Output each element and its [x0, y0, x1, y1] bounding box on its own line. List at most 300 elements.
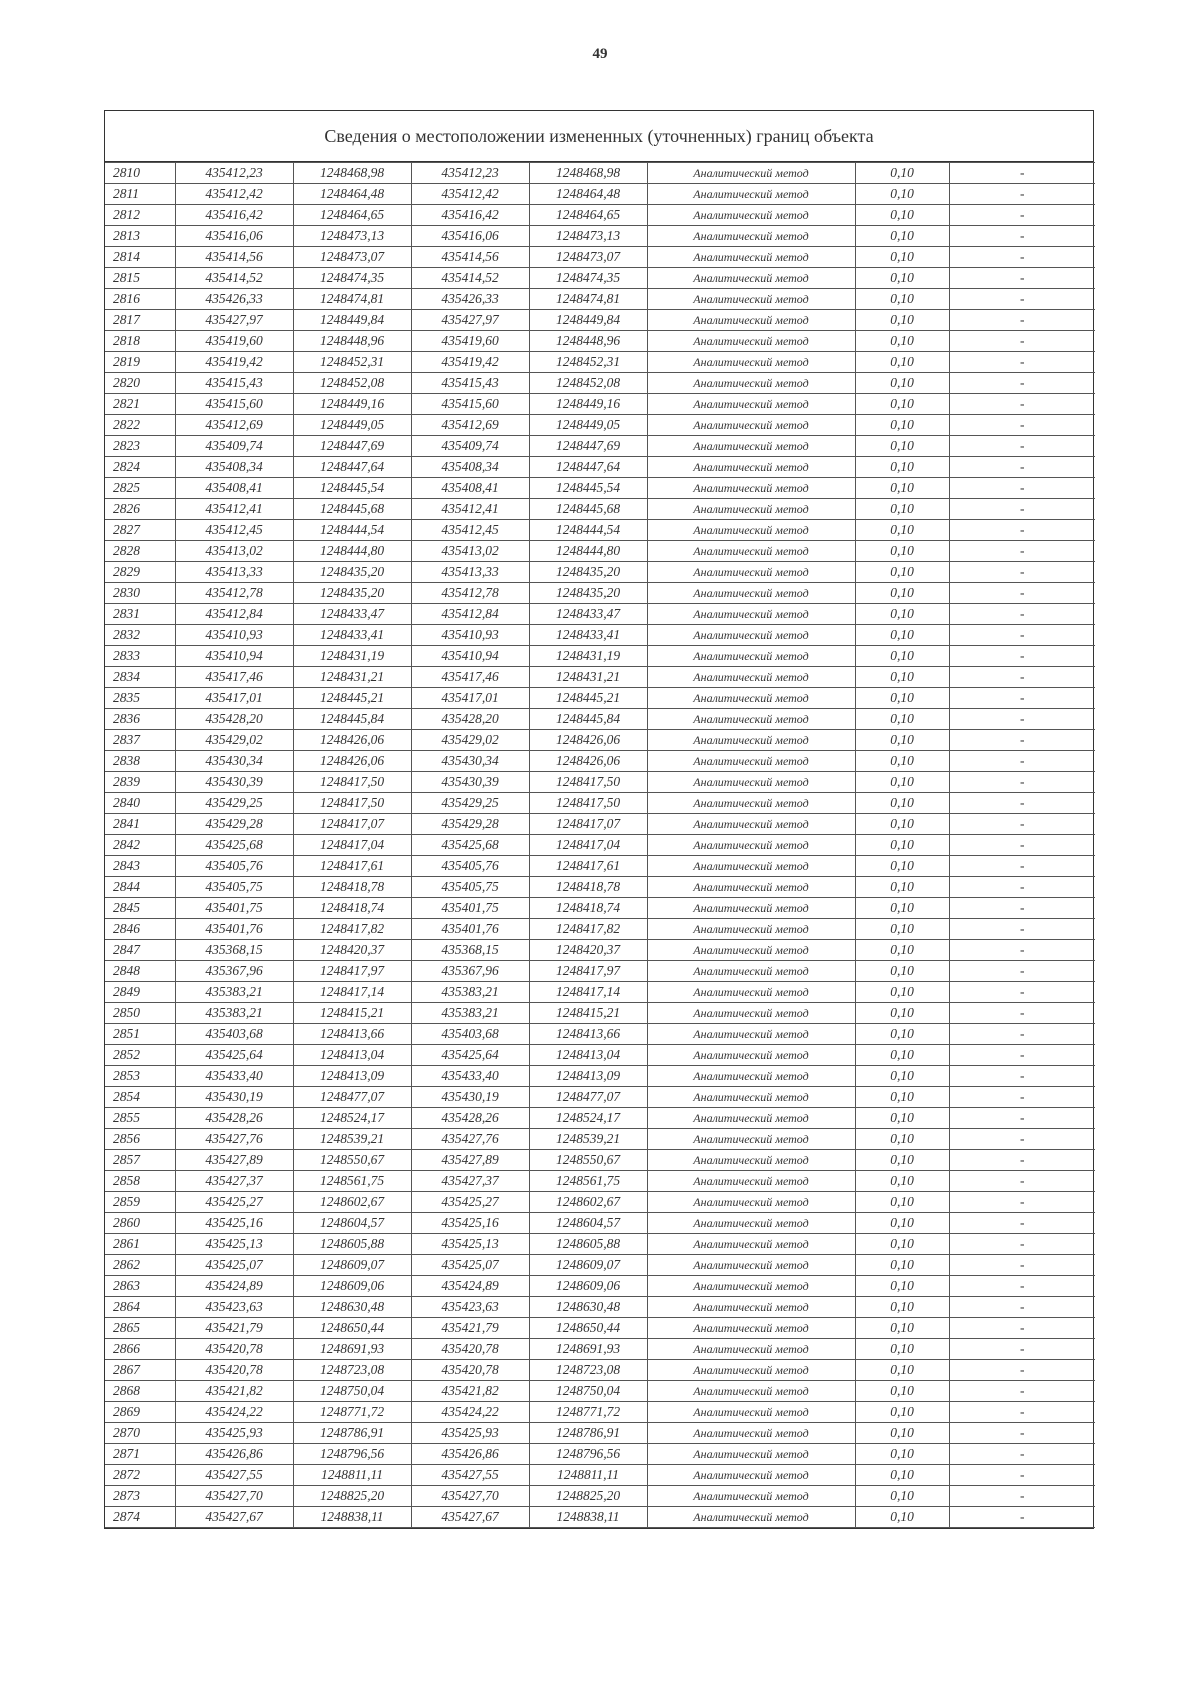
cell-accuracy: 0,10 [855, 1024, 949, 1045]
cell-x-new: 435426,33 [411, 289, 529, 310]
cell-point-number: 2827 [105, 520, 175, 541]
cell-x-old: 435427,89 [175, 1150, 293, 1171]
cell-x-old: 435429,28 [175, 814, 293, 835]
cell-description: - [949, 1003, 1095, 1024]
cell-point-number: 2835 [105, 688, 175, 709]
cell-y-old: 1248550,67 [293, 1150, 411, 1171]
cell-method: Аналитический метод [647, 1402, 855, 1423]
cell-x-new: 435401,76 [411, 919, 529, 940]
cell-description: - [949, 457, 1095, 478]
cell-description: - [949, 289, 1095, 310]
cell-y-old: 1248452,31 [293, 352, 411, 373]
cell-x-old: 435412,69 [175, 415, 293, 436]
table-row [105, 961, 1095, 982]
cell-description: - [949, 1381, 1095, 1402]
cell-y-old: 1248474,35 [293, 268, 411, 289]
table-row [105, 1003, 1095, 1024]
cell-accuracy: 0,10 [855, 1108, 949, 1129]
cell-y-old: 1248825,20 [293, 1486, 411, 1507]
cell-accuracy: 0,10 [855, 184, 949, 205]
cell-point-number: 2871 [105, 1444, 175, 1465]
coordinates-table [105, 162, 1095, 1528]
cell-x-new: 435429,25 [411, 793, 529, 814]
cell-y-old: 1248433,47 [293, 604, 411, 625]
cell-x-new: 435424,89 [411, 1276, 529, 1297]
cell-y-old: 1248413,66 [293, 1024, 411, 1045]
table-row [105, 793, 1095, 814]
table-row [105, 247, 1095, 268]
cell-description: - [949, 625, 1095, 646]
cell-point-number: 2818 [105, 331, 175, 352]
table-row [105, 1360, 1095, 1381]
table-row [105, 1108, 1095, 1129]
table-row [105, 1486, 1095, 1507]
cell-x-old: 435383,21 [175, 982, 293, 1003]
cell-y-new: 1248415,21 [529, 1003, 647, 1024]
table-row [105, 982, 1095, 1003]
cell-description: - [949, 940, 1095, 961]
cell-method: Аналитический метод [647, 583, 855, 604]
cell-y-old: 1248838,11 [293, 1507, 411, 1528]
cell-accuracy: 0,10 [855, 499, 949, 520]
cell-y-old: 1248431,19 [293, 646, 411, 667]
cell-accuracy: 0,10 [855, 625, 949, 646]
cell-method: Аналитический метод [647, 1381, 855, 1402]
cell-y-new: 1248435,20 [529, 583, 647, 604]
cell-y-new: 1248473,07 [529, 247, 647, 268]
cell-y-old: 1248413,09 [293, 1066, 411, 1087]
cell-y-new: 1248811,11 [529, 1465, 647, 1486]
cell-y-old: 1248473,07 [293, 247, 411, 268]
cell-y-new: 1248550,67 [529, 1150, 647, 1171]
cell-accuracy: 0,10 [855, 1486, 949, 1507]
table-row [105, 1129, 1095, 1150]
cell-accuracy: 0,10 [855, 919, 949, 940]
cell-x-new: 435412,41 [411, 499, 529, 520]
cell-point-number: 2836 [105, 709, 175, 730]
cell-y-new: 1248435,20 [529, 562, 647, 583]
table-row [105, 1087, 1095, 1108]
cell-y-old: 1248449,84 [293, 310, 411, 331]
cell-y-new: 1248464,65 [529, 205, 647, 226]
cell-x-new: 435427,97 [411, 310, 529, 331]
table-row [105, 709, 1095, 730]
cell-x-new: 435428,20 [411, 709, 529, 730]
table-row [105, 1339, 1095, 1360]
cell-y-new: 1248605,88 [529, 1234, 647, 1255]
cell-point-number: 2860 [105, 1213, 175, 1234]
cell-x-old: 435419,42 [175, 352, 293, 373]
cell-y-old: 1248417,97 [293, 961, 411, 982]
cell-accuracy: 0,10 [855, 793, 949, 814]
cell-x-old: 435425,07 [175, 1255, 293, 1276]
cell-description: - [949, 1108, 1095, 1129]
cell-point-number: 2874 [105, 1507, 175, 1528]
cell-method: Аналитический метод [647, 1045, 855, 1066]
cell-accuracy: 0,10 [855, 541, 949, 562]
cell-accuracy: 0,10 [855, 1129, 949, 1150]
cell-y-new: 1248691,93 [529, 1339, 647, 1360]
cell-method: Аналитический метод [647, 436, 855, 457]
cell-x-old: 435427,37 [175, 1171, 293, 1192]
cell-x-new: 435405,75 [411, 877, 529, 898]
cell-description: - [949, 247, 1095, 268]
cell-method: Аналитический метод [647, 772, 855, 793]
cell-x-old: 435412,23 [175, 163, 293, 184]
table-row [105, 331, 1095, 352]
cell-method: Аналитический метод [647, 1486, 855, 1507]
cell-y-old: 1248417,50 [293, 793, 411, 814]
cell-accuracy: 0,10 [855, 310, 949, 331]
cell-description: - [949, 1045, 1095, 1066]
cell-x-new: 435383,21 [411, 1003, 529, 1024]
cell-accuracy: 0,10 [855, 835, 949, 856]
cell-point-number: 2829 [105, 562, 175, 583]
cell-method: Аналитический метод [647, 520, 855, 541]
cell-point-number: 2852 [105, 1045, 175, 1066]
cell-point-number: 2839 [105, 772, 175, 793]
cell-method: Аналитический метод [647, 1276, 855, 1297]
cell-x-new: 435414,56 [411, 247, 529, 268]
cell-accuracy: 0,10 [855, 1465, 949, 1486]
cell-point-number: 2859 [105, 1192, 175, 1213]
cell-method: Аналитический метод [647, 982, 855, 1003]
cell-x-old: 435427,76 [175, 1129, 293, 1150]
table-title: Сведения о местоположении измененных (уточненных) границ объекта [105, 111, 1093, 162]
cell-description: - [949, 163, 1095, 184]
cell-point-number: 2845 [105, 898, 175, 919]
cell-y-old: 1248435,20 [293, 583, 411, 604]
cell-method: Аналитический метод [647, 1234, 855, 1255]
cell-y-new: 1248838,11 [529, 1507, 647, 1528]
cell-x-new: 435416,42 [411, 205, 529, 226]
cell-x-old: 435416,06 [175, 226, 293, 247]
cell-method: Аналитический метод [647, 163, 855, 184]
cell-y-new: 1248539,21 [529, 1129, 647, 1150]
cell-method: Аналитический метод [647, 898, 855, 919]
cell-point-number: 2821 [105, 394, 175, 415]
cell-method: Аналитический метод [647, 331, 855, 352]
cell-x-new: 435408,34 [411, 457, 529, 478]
cell-accuracy: 0,10 [855, 1192, 949, 1213]
cell-description: - [949, 373, 1095, 394]
table-row [105, 1024, 1095, 1045]
cell-description: - [949, 1255, 1095, 1276]
cell-x-new: 435410,94 [411, 646, 529, 667]
cell-x-new: 435367,96 [411, 961, 529, 982]
cell-point-number: 2810 [105, 163, 175, 184]
cell-description: - [949, 1213, 1095, 1234]
cell-x-new: 435419,60 [411, 331, 529, 352]
cell-y-new: 1248444,54 [529, 520, 647, 541]
table-row [105, 625, 1095, 646]
cell-accuracy: 0,10 [855, 751, 949, 772]
cell-method: Аналитический метод [647, 751, 855, 772]
cell-point-number: 2844 [105, 877, 175, 898]
cell-x-old: 435427,97 [175, 310, 293, 331]
cell-y-new: 1248825,20 [529, 1486, 647, 1507]
cell-x-old: 435430,34 [175, 751, 293, 772]
cell-x-new: 435429,28 [411, 814, 529, 835]
cell-y-new: 1248447,69 [529, 436, 647, 457]
cell-x-new: 435425,93 [411, 1423, 529, 1444]
cell-method: Аналитический метод [647, 457, 855, 478]
cell-point-number: 2849 [105, 982, 175, 1003]
cell-method: Аналитический метод [647, 1213, 855, 1234]
cell-method: Аналитический метод [647, 940, 855, 961]
cell-method: Аналитический метод [647, 1171, 855, 1192]
cell-accuracy: 0,10 [855, 394, 949, 415]
cell-y-old: 1248609,07 [293, 1255, 411, 1276]
cell-method: Аналитический метод [647, 646, 855, 667]
cell-x-old: 435409,74 [175, 436, 293, 457]
table-row [105, 1255, 1095, 1276]
cell-method: Аналитический метод [647, 604, 855, 625]
cell-method: Аналитический метод [647, 247, 855, 268]
cell-y-old: 1248417,61 [293, 856, 411, 877]
cell-y-old: 1248602,67 [293, 1192, 411, 1213]
page-number: 49 [592, 46, 608, 62]
table-row [105, 583, 1095, 604]
cell-x-old: 435413,33 [175, 562, 293, 583]
cell-accuracy: 0,10 [855, 478, 949, 499]
cell-accuracy: 0,10 [855, 1381, 949, 1402]
cell-y-new: 1248750,04 [529, 1381, 647, 1402]
cell-x-old: 435430,39 [175, 772, 293, 793]
cell-point-number: 2866 [105, 1339, 175, 1360]
cell-method: Аналитический метод [647, 226, 855, 247]
cell-x-new: 435417,01 [411, 688, 529, 709]
cell-x-new: 435412,42 [411, 184, 529, 205]
cell-y-new: 1248604,57 [529, 1213, 647, 1234]
cell-method: Аналитический метод [647, 268, 855, 289]
cell-description: - [949, 1066, 1095, 1087]
cell-y-old: 1248650,44 [293, 1318, 411, 1339]
cell-accuracy: 0,10 [855, 1150, 949, 1171]
cell-description: - [949, 499, 1095, 520]
cell-x-new: 435421,79 [411, 1318, 529, 1339]
cell-method: Аналитический метод [647, 1066, 855, 1087]
cell-description: - [949, 1444, 1095, 1465]
cell-point-number: 2872 [105, 1465, 175, 1486]
cell-x-new: 435415,60 [411, 394, 529, 415]
cell-x-old: 435420,78 [175, 1360, 293, 1381]
cell-accuracy: 0,10 [855, 415, 949, 436]
cell-y-new: 1248786,91 [529, 1423, 647, 1444]
cell-description: - [949, 856, 1095, 877]
cell-description: - [949, 1402, 1095, 1423]
cell-accuracy: 0,10 [855, 856, 949, 877]
cell-x-old: 435427,55 [175, 1465, 293, 1486]
cell-description: - [949, 730, 1095, 751]
cell-point-number: 2851 [105, 1024, 175, 1045]
cell-point-number: 2833 [105, 646, 175, 667]
cell-x-new: 435412,45 [411, 520, 529, 541]
cell-method: Аналитический метод [647, 1360, 855, 1381]
cell-method: Аналитический метод [647, 415, 855, 436]
cell-y-new: 1248418,74 [529, 898, 647, 919]
cell-accuracy: 0,10 [855, 163, 949, 184]
cell-point-number: 2820 [105, 373, 175, 394]
cell-method: Аналитический метод [647, 1507, 855, 1528]
cell-y-old: 1248445,68 [293, 499, 411, 520]
table-row [105, 1171, 1095, 1192]
cell-accuracy: 0,10 [855, 226, 949, 247]
table-row [105, 310, 1095, 331]
cell-x-new: 435368,15 [411, 940, 529, 961]
cell-y-new: 1248474,81 [529, 289, 647, 310]
cell-x-new: 435427,55 [411, 1465, 529, 1486]
cell-y-new: 1248426,06 [529, 751, 647, 772]
cell-x-old: 435403,68 [175, 1024, 293, 1045]
cell-method: Аналитический метод [647, 730, 855, 751]
cell-accuracy: 0,10 [855, 1003, 949, 1024]
cell-y-old: 1248447,64 [293, 457, 411, 478]
cell-x-new: 435425,68 [411, 835, 529, 856]
cell-description: - [949, 1276, 1095, 1297]
cell-method: Аналитический метод [647, 310, 855, 331]
cell-description: - [949, 184, 1095, 205]
cell-y-new: 1248413,04 [529, 1045, 647, 1066]
cell-accuracy: 0,10 [855, 604, 949, 625]
cell-x-old: 435410,94 [175, 646, 293, 667]
table-row [105, 520, 1095, 541]
cell-point-number: 2816 [105, 289, 175, 310]
cell-y-old: 1248796,56 [293, 1444, 411, 1465]
cell-x-new: 435420,78 [411, 1360, 529, 1381]
cell-method: Аналитический метод [647, 961, 855, 982]
cell-y-new: 1248796,56 [529, 1444, 647, 1465]
cell-x-new: 435429,02 [411, 730, 529, 751]
cell-x-old: 435417,46 [175, 667, 293, 688]
table-row [105, 541, 1095, 562]
cell-y-new: 1248452,31 [529, 352, 647, 373]
cell-x-new: 435409,74 [411, 436, 529, 457]
cell-x-new: 435427,37 [411, 1171, 529, 1192]
cell-point-number: 2811 [105, 184, 175, 205]
cell-x-old: 435425,27 [175, 1192, 293, 1213]
cell-x-new: 435413,02 [411, 541, 529, 562]
cell-x-old: 435423,63 [175, 1297, 293, 1318]
table-row [105, 877, 1095, 898]
table-row [105, 1465, 1095, 1486]
cell-x-old: 435412,41 [175, 499, 293, 520]
cell-y-old: 1248468,98 [293, 163, 411, 184]
cell-y-old: 1248464,48 [293, 184, 411, 205]
cell-description: - [949, 415, 1095, 436]
cell-x-new: 435412,23 [411, 163, 529, 184]
cell-method: Аналитический метод [647, 709, 855, 730]
cell-method: Аналитический метод [647, 1150, 855, 1171]
cell-y-new: 1248417,50 [529, 772, 647, 793]
cell-y-old: 1248417,07 [293, 814, 411, 835]
cell-y-new: 1248420,37 [529, 940, 647, 961]
cell-x-old: 435425,13 [175, 1234, 293, 1255]
table-row [105, 205, 1095, 226]
cell-y-old: 1248539,21 [293, 1129, 411, 1150]
cell-y-old: 1248426,06 [293, 751, 411, 772]
cell-y-old: 1248417,14 [293, 982, 411, 1003]
cell-x-new: 435421,82 [411, 1381, 529, 1402]
table-row [105, 1066, 1095, 1087]
cell-y-new: 1248445,84 [529, 709, 647, 730]
cell-description: - [949, 1129, 1095, 1150]
table-row [105, 184, 1095, 205]
cell-x-old: 435425,93 [175, 1423, 293, 1444]
cell-accuracy: 0,10 [855, 814, 949, 835]
cell-point-number: 2813 [105, 226, 175, 247]
cell-point-number: 2867 [105, 1360, 175, 1381]
cell-y-new: 1248723,08 [529, 1360, 647, 1381]
cell-description: - [949, 709, 1095, 730]
cell-method: Аналитический метод [647, 814, 855, 835]
cell-y-new: 1248561,75 [529, 1171, 647, 1192]
cell-x-old: 435421,79 [175, 1318, 293, 1339]
cell-accuracy: 0,10 [855, 1318, 949, 1339]
cell-point-number: 2822 [105, 415, 175, 436]
cell-x-old: 435427,67 [175, 1507, 293, 1528]
cell-point-number: 2868 [105, 1381, 175, 1402]
cell-accuracy: 0,10 [855, 457, 949, 478]
cell-x-old: 435425,16 [175, 1213, 293, 1234]
cell-y-new: 1248449,05 [529, 415, 647, 436]
cell-x-old: 435412,84 [175, 604, 293, 625]
cell-y-old: 1248477,07 [293, 1087, 411, 1108]
cell-y-new: 1248449,16 [529, 394, 647, 415]
cell-y-old: 1248431,21 [293, 667, 411, 688]
cell-point-number: 2856 [105, 1129, 175, 1150]
cell-y-new: 1248418,78 [529, 877, 647, 898]
cell-x-new: 435427,76 [411, 1129, 529, 1150]
cell-x-new: 435417,46 [411, 667, 529, 688]
cell-method: Аналитический метод [647, 1297, 855, 1318]
cell-accuracy: 0,10 [855, 247, 949, 268]
cell-x-new: 435425,27 [411, 1192, 529, 1213]
cell-description: - [949, 1024, 1095, 1045]
cell-method: Аналитический метод [647, 793, 855, 814]
table-row [105, 415, 1095, 436]
cell-description: - [949, 667, 1095, 688]
cell-description: - [949, 877, 1095, 898]
cell-accuracy: 0,10 [855, 1045, 949, 1066]
cell-x-old: 435401,76 [175, 919, 293, 940]
cell-x-old: 435383,21 [175, 1003, 293, 1024]
table-row [105, 856, 1095, 877]
cell-description: - [949, 205, 1095, 226]
cell-x-old: 435429,25 [175, 793, 293, 814]
cell-x-old: 435410,93 [175, 625, 293, 646]
cell-x-new: 435424,22 [411, 1402, 529, 1423]
cell-description: - [949, 1318, 1095, 1339]
cell-description: - [949, 352, 1095, 373]
cell-method: Аналитический метод [647, 1024, 855, 1045]
cell-point-number: 2826 [105, 499, 175, 520]
cell-x-old: 435408,41 [175, 478, 293, 499]
cell-point-number: 2850 [105, 1003, 175, 1024]
cell-y-new: 1248413,09 [529, 1066, 647, 1087]
cell-y-old: 1248444,80 [293, 541, 411, 562]
cell-x-new: 435428,26 [411, 1108, 529, 1129]
cell-description: - [949, 1297, 1095, 1318]
cell-y-old: 1248452,08 [293, 373, 411, 394]
cell-y-new: 1248452,08 [529, 373, 647, 394]
cell-point-number: 2824 [105, 457, 175, 478]
cell-point-number: 2832 [105, 625, 175, 646]
table-row [105, 751, 1095, 772]
cell-accuracy: 0,10 [855, 1234, 949, 1255]
cell-x-old: 435367,96 [175, 961, 293, 982]
cell-description: - [949, 646, 1095, 667]
